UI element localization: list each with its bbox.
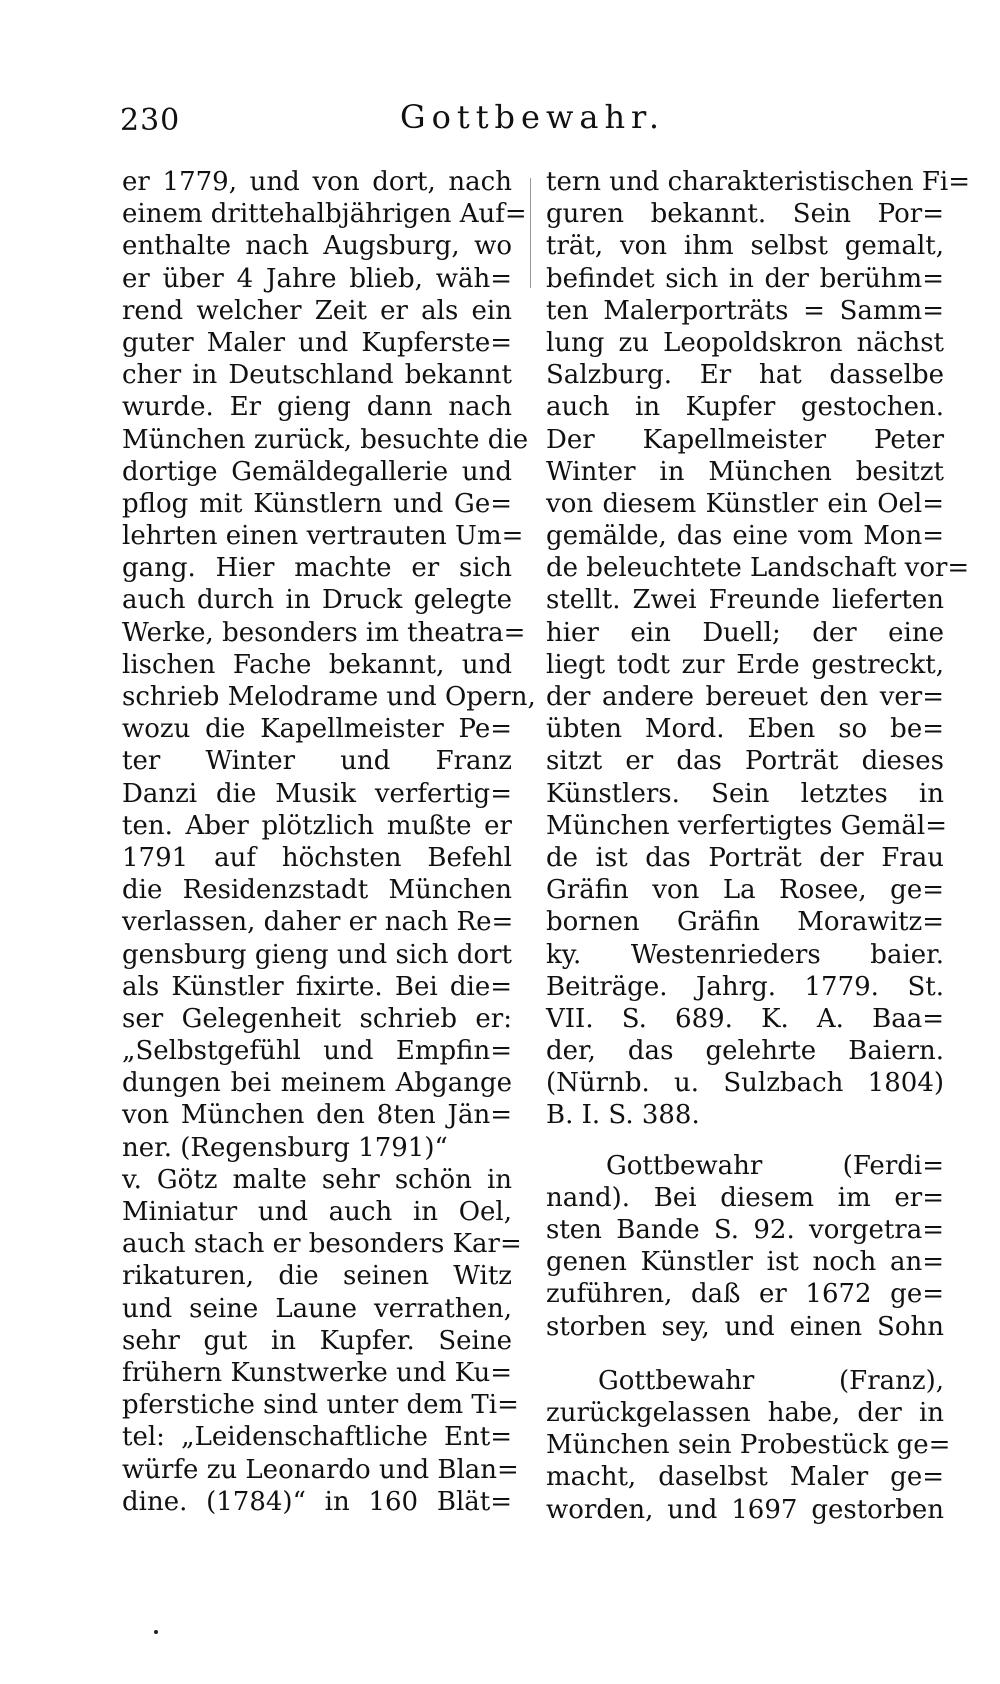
text-line: München sein Probestück ge= xyxy=(546,1430,951,1461)
text-line: sitzt er das Porträt dieses xyxy=(546,746,944,777)
text-line: enthalte nach Augsburg, wo xyxy=(122,231,512,262)
text-line: gensburg gieng und sich dort xyxy=(122,939,512,970)
text-line: storben sey, und einen Sohn xyxy=(546,1311,944,1342)
text-line: nand). Bei diesem im er= xyxy=(546,1182,944,1213)
text-line: Künstlers. Sein letztes in xyxy=(546,778,944,809)
text-line: pflog mit Künstlern und Ge= xyxy=(122,488,512,519)
page-number: 230 xyxy=(120,103,181,138)
text-line: trät, von ihm selbst gemalt, xyxy=(546,231,944,262)
text-line: Beiträge. Jahrg. 1779. St. xyxy=(546,971,944,1002)
text-line: ter Winter und Franz xyxy=(122,746,512,777)
text-line: Werke, besonders im theatra= xyxy=(122,617,526,648)
text-line: auch durch in Druck gelegte xyxy=(122,585,512,616)
text-line: München zurück, besuchte die xyxy=(122,424,529,455)
text-line: dortige Gemäldegallerie und xyxy=(122,456,512,487)
text-line: würfe zu Leonardo und Blan= xyxy=(122,1454,519,1485)
text-line: dine. (1784)“ in 160 Blät= xyxy=(122,1486,512,1517)
column-rule xyxy=(530,178,531,288)
text-line: tel: „Leidenschaftliche Ent= xyxy=(122,1422,512,1453)
text-line: macht, daselbst Maler ge= xyxy=(546,1462,944,1493)
text-line: guren bekannt. Sein Por= xyxy=(546,199,944,230)
text-line: ten Malerporträts = Samm= xyxy=(546,295,944,326)
text-line: von diesem Künstler ein Oel= xyxy=(546,488,944,519)
text-line: lehrten einen vertrauten Um= xyxy=(122,521,524,552)
entry-heading-line: Gottbewahr (Franz), xyxy=(598,1365,944,1396)
running-head: Gottbewahr. xyxy=(400,98,665,136)
text-line: „Selbstgefühl und Empfin= xyxy=(122,1036,512,1067)
text-line: Winter in München besitzt xyxy=(546,456,944,487)
text-line: verlassen, daher er nach Re= xyxy=(122,907,514,938)
text-line: guter Maler und Kupferste= xyxy=(122,327,512,358)
right-column xyxy=(546,166,971,1526)
text-line: sten Bande S. 92. vorgetra= xyxy=(546,1215,944,1245)
text-line: auch in Kupfer gestochen. xyxy=(546,392,944,423)
text-line: Der Kapellmeister Peter xyxy=(546,424,944,455)
text-line: gemälde, das eine vom Mon= xyxy=(546,521,944,552)
text-line: ky. Westenrieders baier. xyxy=(546,939,944,970)
text-line: als Künstler fixirte. Bei die= xyxy=(122,971,512,1002)
text-line: der, das gelehrte Baiern. xyxy=(546,1036,944,1067)
paragraph-continuation xyxy=(546,166,971,1132)
entry-gottbewahr-franz xyxy=(546,1365,951,1526)
text-line: rend welcher Zeit er als ein xyxy=(122,295,512,326)
paragraph-gap xyxy=(546,1132,944,1150)
text-line: lischen Fache bekannt, und xyxy=(122,649,512,680)
text-line: ser Gelegenheit schrieb er: xyxy=(122,1003,512,1034)
text-line: pferstiche sind unter dem Ti= xyxy=(122,1390,519,1421)
text-line: liegt todt zur Erde gestreckt, xyxy=(546,649,944,680)
text-line: zuführen, daß er 1672 ge= xyxy=(546,1279,944,1310)
text-line: stellt. Zwei Freunde lieferten xyxy=(546,585,944,616)
text-line: auch stach er besonders Kar= xyxy=(122,1229,522,1260)
text-line: gang. Hier machte er sich xyxy=(122,553,512,584)
text-line: Miniatur und auch in Oel, xyxy=(122,1197,512,1227)
text-line: (Nürnb. u. Sulzbach 1804) xyxy=(546,1068,944,1099)
text-line: de beleuchtete Landschaft vor= xyxy=(546,553,970,584)
text-line: Danzi die Musik verfertig= xyxy=(122,778,512,809)
text-line: zurückgelassen habe, der in xyxy=(546,1397,944,1428)
text-line: dungen bei meinem Abgange xyxy=(122,1068,512,1099)
text-line: v. Götz malte sehr schön in xyxy=(122,1164,512,1195)
ink-speck xyxy=(154,1630,158,1634)
text-line: von München den 8ten Jän= xyxy=(122,1100,512,1131)
text-line: schrieb Melodrame und Opern, xyxy=(122,682,536,712)
entry-heading-line: Gottbewahr (Ferdi= xyxy=(606,1150,944,1181)
text-line: und seine Laune verrathen, xyxy=(122,1293,512,1324)
text-line: wurde. Er gieng dann nach xyxy=(122,392,512,423)
text-line: ner. (Regensburg 1791)“ xyxy=(122,1132,448,1163)
text-line: ten. Aber plötzlich mußte er xyxy=(122,810,512,841)
text-line: übten Mord. Eben so be= xyxy=(546,714,944,745)
text-line: er 1779, und von dort, nach xyxy=(122,167,512,197)
text-line: München verfertigtes Gemäl= xyxy=(546,810,948,841)
text-line: einem drittehalbjährigen Auf= xyxy=(122,199,527,230)
text-line: lung zu Leopoldskron nächst xyxy=(546,327,944,358)
text-line: cher in Deutschland bekannt xyxy=(122,360,512,391)
left-column xyxy=(122,166,536,1518)
text-line: tern und charakteristischen Fi= xyxy=(546,167,971,197)
text-line: bornen Gräfin Morawitz= xyxy=(546,907,944,938)
text-line: Salzburg. Er hat dasselbe xyxy=(546,360,944,391)
entry-gottbewahr-ferdinand xyxy=(546,1150,944,1343)
text-line: befindet sich in der berühm= xyxy=(546,263,944,294)
text-line: 1791 auf höchsten Befehl xyxy=(122,842,512,873)
text-line: der andere bereuet den ver= xyxy=(546,682,944,712)
text-line: sehr gut in Kupfer. Seine xyxy=(122,1325,512,1356)
text-line: er über 4 Jahre blieb, wäh= xyxy=(122,263,512,294)
text-line: worden, und 1697 gestorben xyxy=(546,1494,944,1525)
text-line: wozu die Kapellmeister Pe= xyxy=(122,714,512,745)
text-line: Gräfin von La Rosee, ge= xyxy=(546,875,944,906)
text-line: de ist das Porträt der Frau xyxy=(546,842,944,873)
paragraph-gap xyxy=(546,1343,944,1365)
text-line: genen Künstler ist noch an= xyxy=(546,1247,944,1278)
text-line: rikaturen, die seinen Witz xyxy=(122,1261,512,1292)
text-line: VII. S. 689. K. A. Baa= xyxy=(546,1003,944,1034)
text-line: die Residenzstadt München xyxy=(122,875,512,906)
text-line: hier ein Duell; der eine xyxy=(546,617,944,648)
text-line: B. I. S. 388. xyxy=(546,1100,700,1131)
text-line: frühern Kunstwerke und Ku= xyxy=(122,1357,512,1388)
